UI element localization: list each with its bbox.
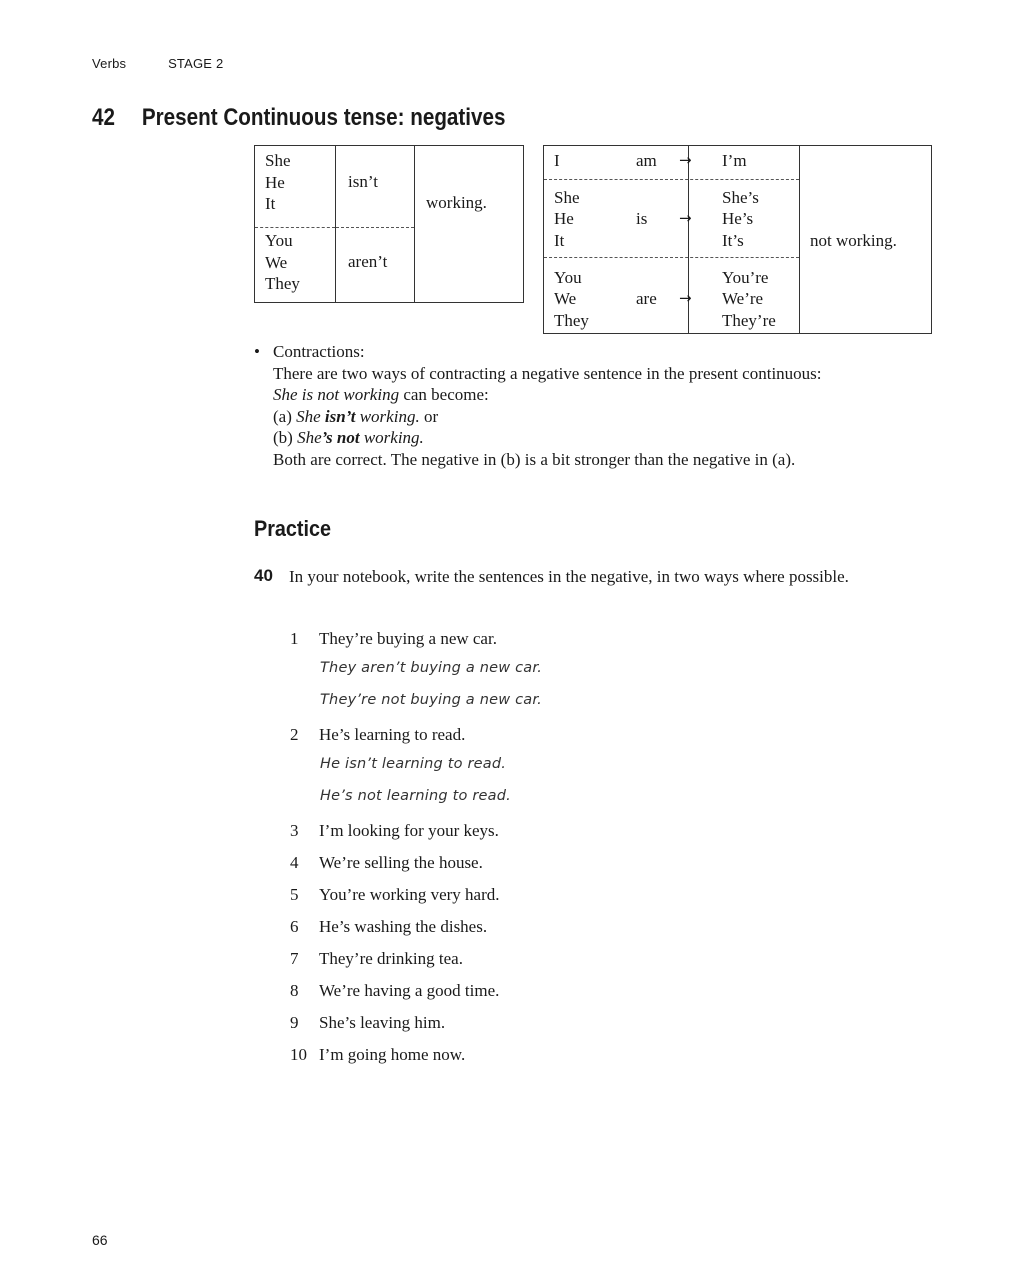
- practice-heading: Practice: [254, 516, 332, 541]
- list-item: [290, 853, 483, 873]
- subject: They: [554, 311, 589, 330]
- item-number: 2: [290, 725, 299, 744]
- subject: I: [554, 151, 560, 170]
- option-label: (a): [273, 406, 297, 426]
- note-heading: Contractions:: [273, 342, 365, 361]
- item-text: She’s leaving him.: [319, 1013, 446, 1032]
- note-option-a: [273, 406, 944, 428]
- list-item: [290, 917, 487, 937]
- example-rest: can become:: [399, 385, 489, 404]
- divider: [336, 227, 414, 228]
- item-text: He’s learning to read.: [319, 725, 466, 744]
- subject: He: [265, 172, 285, 192]
- subject: You: [265, 231, 293, 250]
- contraction: I’m: [722, 151, 747, 170]
- contraction: You’re: [722, 268, 769, 287]
- example-italic: She is not working: [273, 385, 400, 404]
- answer: They aren’t buying a new car.: [320, 660, 542, 676]
- item-text: They’re drinking tea.: [319, 949, 463, 968]
- subject: He: [554, 209, 574, 228]
- list-item: [290, 1045, 465, 1065]
- answer: They’re not buying a new car.: [320, 692, 542, 708]
- note-conclusion: Both are correct. The negative in (b) is a bit stronger than the negative in (a).: [273, 449, 796, 469]
- list-item: [290, 725, 465, 745]
- note-example: [273, 384, 944, 406]
- contractions-note: [254, 341, 944, 470]
- item-number: 9: [290, 1013, 299, 1032]
- item-number: 7: [290, 949, 299, 968]
- note-option-b: [273, 427, 944, 449]
- option-text: or: [419, 406, 439, 426]
- page-title: [92, 104, 505, 132]
- complement-working: working.: [426, 193, 487, 212]
- divider: [255, 227, 335, 228]
- row-divider: [544, 179, 799, 180]
- page-number: 66: [92, 1232, 108, 1248]
- list-item: [290, 885, 500, 905]
- subject: They: [265, 274, 300, 293]
- stage-label: STAGE 2: [168, 56, 224, 71]
- item-text: He’s washing the dishes.: [319, 917, 488, 936]
- option-text: working.: [359, 428, 424, 447]
- complement-not-working: not working.: [810, 231, 897, 250]
- option-emphasis: isn’t: [324, 406, 356, 426]
- item-text: We’re selling the house.: [319, 853, 483, 872]
- column-divider: [799, 146, 800, 333]
- arrow-icon: →: [679, 289, 692, 307]
- negatives-table-contractions: [543, 145, 932, 334]
- list-item: [290, 949, 463, 969]
- unit-number: 42: [92, 104, 115, 131]
- contraction: She’s: [722, 188, 759, 207]
- item-text: We’re having a good time.: [319, 981, 500, 1000]
- item-number: 8: [290, 981, 299, 1000]
- item-text: They’re buying a new car.: [319, 629, 497, 648]
- contraction: They’re: [722, 311, 776, 330]
- item-number: 3: [290, 821, 299, 840]
- subject: It: [554, 231, 565, 250]
- arrow-icon: →: [679, 151, 692, 169]
- verb-cell: [336, 146, 415, 303]
- item-text: I’m going home now.: [319, 1045, 466, 1064]
- list-item: [290, 981, 499, 1001]
- item-number: 5: [290, 885, 299, 904]
- exercise-number: 40: [254, 566, 273, 585]
- list-item: [290, 821, 499, 841]
- note-line: There are two ways of contracting a negative sentence in the present continuous:: [273, 363, 822, 383]
- item-text: You’re working very hard.: [319, 885, 500, 904]
- option-emphasis: ’s not: [321, 428, 360, 447]
- answer: He isn’t learning to read.: [320, 756, 507, 772]
- option-text: She: [296, 406, 325, 426]
- option-text: She: [297, 428, 322, 447]
- verb-isnt: isn’t: [348, 172, 378, 191]
- verb-arent: aren’t: [348, 252, 388, 271]
- option-label: (b): [273, 428, 298, 447]
- subject: You: [554, 268, 582, 287]
- section-label: Verbs: [92, 56, 127, 71]
- verb: am: [636, 151, 657, 170]
- subject: She: [265, 151, 291, 170]
- bullet: •: [254, 342, 260, 361]
- contraction: It’s: [722, 231, 744, 250]
- verb: is: [636, 209, 648, 228]
- item-text: I’m looking for your keys.: [319, 821, 499, 840]
- contraction: We’re: [722, 289, 764, 308]
- unit-title-text: Present Continuous tense: negatives: [141, 104, 506, 131]
- exercise-instruction: In your notebook, write the sentences in the negative, in two ways where possible.: [289, 567, 849, 586]
- negatives-table-full-form: [254, 145, 524, 303]
- contraction: He’s: [722, 209, 754, 228]
- arrow-icon: →: [679, 209, 692, 227]
- answer: He’s not learning to read.: [320, 788, 511, 804]
- list-item: [290, 629, 497, 649]
- row-divider: [544, 257, 799, 258]
- complement-cell: [415, 146, 524, 303]
- subject: It: [265, 194, 276, 213]
- item-number: 1: [290, 629, 299, 648]
- item-number: 10: [290, 1045, 307, 1064]
- subject: We: [554, 289, 577, 308]
- subject: We: [265, 252, 288, 272]
- option-text: working.: [355, 406, 420, 426]
- item-number: 6: [290, 917, 299, 936]
- verb: are: [636, 289, 657, 308]
- subject: She: [554, 188, 580, 207]
- item-number: 4: [290, 853, 299, 872]
- running-head: [92, 56, 223, 71]
- list-item: [290, 1013, 445, 1033]
- subjects-cell: [255, 146, 336, 303]
